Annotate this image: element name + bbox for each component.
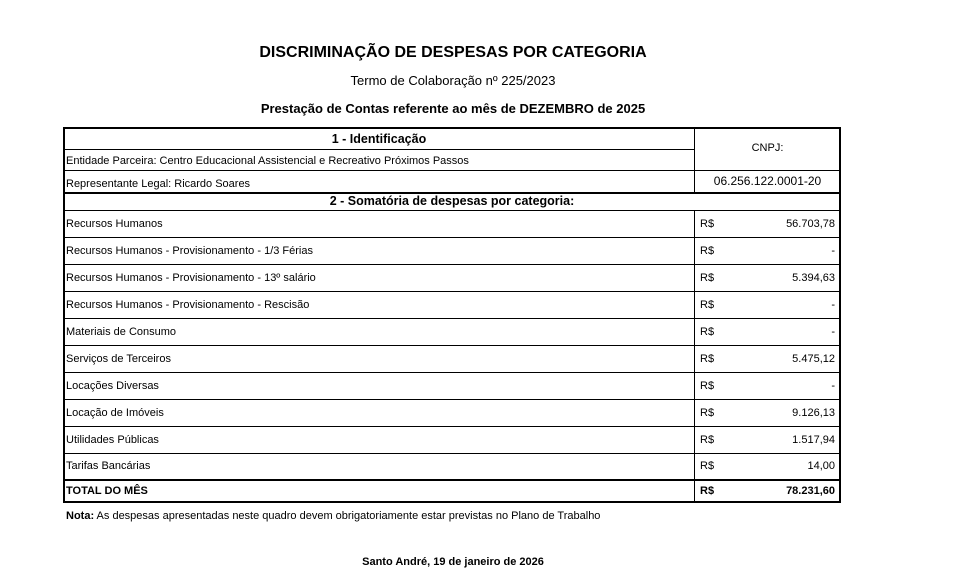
cnpj-value: 06.256.122.0001-20	[713, 174, 822, 188]
expense-value: -	[831, 326, 835, 338]
currency-symbol: R$	[700, 353, 715, 365]
divider	[64, 237, 840, 238]
expense-value: 5.475,12	[792, 353, 835, 365]
expense-label: Utilidades Públicas	[66, 434, 159, 446]
expense-label: Materiais de Consumo	[66, 326, 177, 338]
divider	[64, 264, 840, 265]
total-value: 78.231,60	[786, 485, 835, 497]
expense-value: -	[831, 380, 835, 392]
footnote-text: As despesas apresentadas neste quadro devem obrigatoriamente estar previstas no Plano de Trabalho	[94, 510, 601, 522]
section-identification-header: 1 - Identificação	[331, 132, 427, 146]
currency-symbol: R$	[700, 218, 715, 230]
place-date: Santo André, 19 de janeiro de 2026	[362, 556, 544, 568]
footnote	[66, 510, 600, 522]
currency-symbol: R$	[700, 245, 715, 257]
section-expenses-header: 2 - Somatória de despesas por categoria:	[329, 194, 575, 208]
expense-label: Locação de Imóveis	[66, 407, 164, 419]
cnpj-label: CNPJ:	[751, 142, 784, 154]
divider	[64, 453, 840, 454]
divider	[64, 210, 840, 211]
currency-symbol: R$	[700, 299, 715, 311]
expense-value: 9.126,13	[792, 407, 835, 419]
expense-label: Locações Diversas	[66, 380, 159, 392]
divider	[64, 479, 840, 481]
expense-value: 1.517,94	[792, 434, 835, 446]
expense-label: Recursos Humanos - Provisionamento - Rescisão	[66, 299, 310, 311]
divider	[64, 318, 840, 319]
divider	[64, 170, 840, 171]
currency-symbol: R$	[700, 272, 715, 284]
entity-name: Entidade Parceira: Centro Educacional Assistencial e Recreativo Próximos Passos	[66, 155, 469, 167]
expense-label: Recursos Humanos - Provisionamento - 1/3 Férias	[66, 245, 313, 257]
currency-symbol: R$	[700, 380, 715, 392]
expense-value: 14,00	[807, 460, 835, 472]
divider	[64, 399, 840, 400]
expense-label: Tarifas Bancárias	[66, 460, 151, 472]
expense-label: Recursos Humanos	[66, 218, 163, 230]
currency-symbol: R$	[700, 434, 715, 446]
reporting-period: Prestação de Contas referente ao mês de DEZEMBRO de 2025	[260, 101, 646, 116]
expense-label: Recursos Humanos - Provisionamento - 13º salário	[66, 272, 316, 284]
column-divider-expenses	[694, 210, 695, 502]
total-currency: R$	[700, 485, 715, 497]
currency-symbol: R$	[700, 326, 715, 338]
divider	[64, 291, 840, 292]
divider	[64, 372, 840, 373]
document-subtitle: Termo de Colaboração nº 225/2023	[350, 73, 556, 88]
legal-representative: Representante Legal: Ricardo Soares	[66, 178, 251, 190]
footnote-prefix: Nota:	[66, 510, 95, 522]
currency-symbol: R$	[700, 407, 715, 419]
divider	[64, 149, 694, 150]
expense-value: -	[831, 245, 835, 257]
expense-label: Serviços de Terceiros	[66, 353, 171, 365]
expense-value: 56.703,78	[786, 218, 835, 230]
currency-symbol: R$	[700, 460, 715, 472]
expense-value: -	[831, 299, 835, 311]
divider	[64, 426, 840, 427]
expense-value: 5.394,63	[792, 272, 835, 284]
total-label: TOTAL DO MÊS	[66, 485, 148, 497]
document-title: DISCRIMINAÇÃO DE DESPESAS POR CATEGORIA	[259, 44, 647, 61]
divider	[64, 345, 840, 346]
